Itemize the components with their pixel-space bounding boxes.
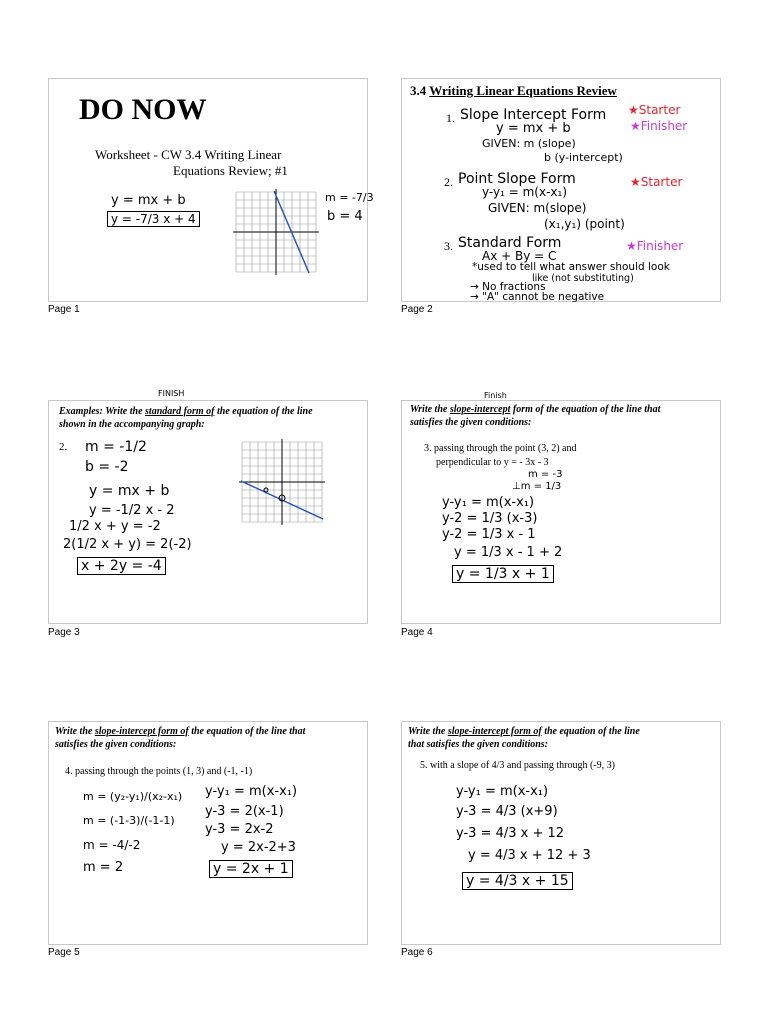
prompt-3a-underline: standard form of bbox=[145, 406, 215, 417]
work-3-answer: x + 2y = -4 bbox=[77, 557, 166, 575]
work-4-0: m = -3 bbox=[528, 469, 563, 480]
prompt-3a-start: Examples: Write the bbox=[59, 406, 146, 417]
example-num-3: 2. bbox=[59, 441, 68, 453]
prompt-5a-start: Write the bbox=[55, 726, 95, 737]
slide-2 bbox=[401, 78, 721, 302]
prompt-6a-end: the equation of the line bbox=[541, 726, 640, 737]
review-title bbox=[410, 83, 617, 99]
slide-3 bbox=[48, 400, 368, 624]
work-5-left-3: m = 2 bbox=[83, 860, 124, 875]
prompt-4a bbox=[410, 404, 660, 415]
question-4b: perpendicular to y = - 3x - 3 bbox=[436, 457, 549, 468]
item-2-l1: y-y₁ = m(x-x₁) bbox=[482, 185, 568, 199]
item-3-l3: like (not substituting) bbox=[532, 273, 634, 284]
item-3-l4: → No fractions bbox=[470, 281, 546, 293]
work-5-right-1: y-3 = 2(x-1) bbox=[205, 804, 284, 819]
finish-note-3: FINISH bbox=[158, 389, 185, 398]
item-3-l1: Ax + By = C bbox=[482, 249, 557, 263]
slide-5 bbox=[48, 721, 368, 945]
work-3-4: 1/2 x + y = -2 bbox=[69, 519, 161, 534]
work-5-answer: y = 2x + 1 bbox=[209, 860, 293, 878]
prompt-4b: satisfies the given conditions: bbox=[410, 417, 532, 428]
page-label-4: Page 4 bbox=[401, 627, 433, 638]
slide-6 bbox=[401, 721, 721, 945]
page-label-5: Page 5 bbox=[48, 947, 80, 958]
question-6: 5. with a slope of 4/3 and passing through (-9, 3) bbox=[420, 760, 615, 771]
question-5: 4. passing through the points (1, 3) and (-1, -1) bbox=[65, 766, 253, 777]
page-label-3: Page 3 bbox=[48, 627, 80, 638]
review-title-num: 3.4 bbox=[410, 83, 427, 98]
item-1-l2: GIVEN: m (slope) bbox=[482, 137, 576, 150]
worksheet-line-1: Worksheet - CW 3.4 Writing Linear bbox=[95, 147, 282, 162]
prompt-5a bbox=[55, 726, 305, 737]
work-5-left-2: m = -4/-2 bbox=[83, 838, 141, 852]
slide-1 bbox=[48, 78, 374, 302]
work-6-1: y-3 = 4/3 (x+9) bbox=[456, 804, 558, 819]
prompt-5a-end: the equation of the line that bbox=[188, 726, 306, 737]
eq-slope-intercept: y = mx + b bbox=[111, 193, 186, 208]
work-5-right-0: y-y₁ = m(x-x₁) bbox=[205, 784, 298, 799]
graph-3 bbox=[237, 437, 327, 527]
work-4-2: y-y₁ = m(x-x₁) bbox=[442, 495, 535, 510]
prompt-4a-underline: slope-intercept bbox=[449, 404, 511, 415]
item-2-num: 2. bbox=[444, 175, 453, 189]
page-label-6: Page 6 bbox=[401, 947, 433, 958]
work-5-right-2: y-3 = 2x-2 bbox=[205, 822, 274, 837]
page-label-1: Page 1 bbox=[48, 304, 80, 315]
prompt-6b: that satisfies the given conditions: bbox=[408, 739, 549, 750]
work-4-1: ⊥m = 1/3 bbox=[512, 481, 562, 492]
prompt-4a-start: Write the bbox=[410, 404, 450, 415]
work-6-3: y = 4/3 x + 12 + 3 bbox=[468, 848, 591, 863]
work-6-2: y-3 = 4/3 x + 12 bbox=[456, 826, 565, 841]
prompt-6a-start: Write the bbox=[408, 726, 448, 737]
tag-finisher-1: ★Finisher bbox=[630, 119, 688, 133]
item-2-head: Point Slope Form bbox=[458, 171, 576, 187]
worksheet-line-2: Equations Review; #1 bbox=[173, 163, 288, 178]
intercept-value: b = 4 bbox=[327, 209, 363, 224]
prompt-5a-underline: slope-intercept form of bbox=[94, 726, 189, 737]
prompt-5b: satisfies the given conditions: bbox=[55, 739, 177, 750]
page-label-2: Page 2 bbox=[401, 304, 433, 315]
finish-note-4: Finish bbox=[484, 391, 507, 400]
work-3-0: m = -1/2 bbox=[85, 439, 147, 455]
item-1-head: Slope Intercept Form bbox=[460, 107, 607, 123]
work-6-answer: y = 4/3 x + 15 bbox=[462, 872, 573, 890]
item-3-num: 3. bbox=[444, 239, 453, 253]
tag-starter-1: ★Starter bbox=[628, 103, 681, 117]
item-3-l5: → "A" cannot be negative bbox=[470, 291, 605, 303]
item-3-l2: *used to tell what answer should look bbox=[472, 261, 670, 273]
work-3-3: y = -1/2 x - 2 bbox=[89, 503, 175, 518]
work-4-5: y = 1/3 x - 1 + 2 bbox=[454, 545, 563, 560]
prompt-3a bbox=[59, 406, 313, 417]
slide-4 bbox=[401, 400, 721, 624]
item-2-l3: (x₁,y₁) (point) bbox=[544, 217, 625, 231]
prompt-4a-end: form of the equation of the line that bbox=[510, 404, 661, 415]
work-4-answer: y = 1/3 x + 1 bbox=[452, 565, 554, 583]
review-title-text: Writing Linear Equations Review bbox=[429, 83, 617, 98]
do-now-title: DO NOW bbox=[79, 93, 207, 126]
graph-1 bbox=[231, 187, 321, 277]
prompt-6a-underline: slope-intercept form of bbox=[447, 726, 542, 737]
prompt-6a bbox=[408, 726, 640, 737]
prompt-3b: shown in the accompanying graph: bbox=[59, 419, 205, 430]
work-3-5: 2(1/2 x + y) = 2(-2) bbox=[63, 537, 192, 552]
tag-finisher-2: ★Finisher bbox=[626, 239, 684, 253]
item-2-l2: GIVEN: m(slope) bbox=[488, 201, 587, 215]
eq-answer: y = -7/3 x + 4 bbox=[107, 211, 200, 227]
item-1-l1: y = mx + b bbox=[496, 121, 571, 136]
work-5-left-0: m = (y₂-y₁)/(x₂-x₁) bbox=[83, 790, 183, 803]
item-1-num: 1. bbox=[446, 111, 455, 125]
question-4a: 3. passing through the point (3, 2) and bbox=[424, 443, 577, 454]
work-4-3: y-2 = 1/3 (x-3) bbox=[442, 511, 538, 526]
work-3-1: b = -2 bbox=[85, 459, 129, 475]
prompt-3a-end: the equation of the line bbox=[214, 406, 313, 417]
work-5-left-1: m = (-1-3)/(-1-1) bbox=[83, 814, 175, 827]
item-1-l3: b (y-intercept) bbox=[544, 151, 623, 164]
item-3-head: Standard Form bbox=[458, 235, 562, 251]
work-5-right-3: y = 2x-2+3 bbox=[221, 840, 296, 855]
work-6-0: y-y₁ = m(x-x₁) bbox=[456, 784, 549, 799]
tag-starter-2: ★Starter bbox=[630, 175, 683, 189]
work-3-2: y = mx + b bbox=[89, 483, 170, 499]
slope-value: m = -7/3 bbox=[325, 191, 374, 204]
work-4-4: y-2 = 1/3 x - 1 bbox=[442, 527, 536, 542]
